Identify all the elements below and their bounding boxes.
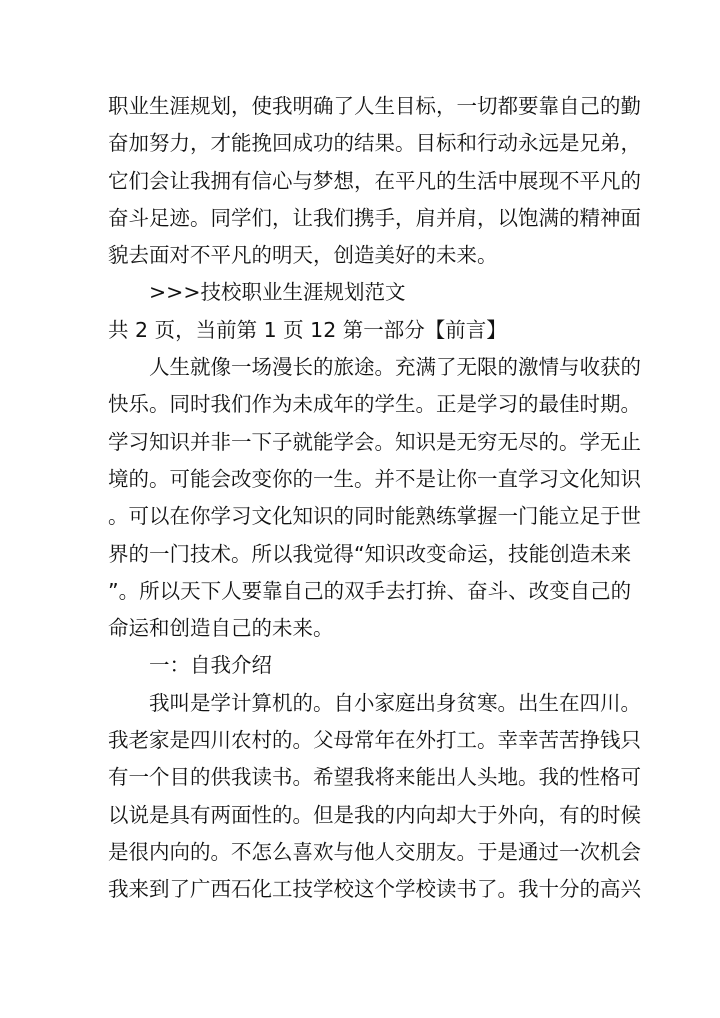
paragraph-line: 奋斗足迹。同学们，让我们携手，肩并肩，以饱满的精神面 [108,205,641,230]
paragraph-line: 。可以在你学习文化知识的同时能熟练掌握一门能立足于世 [108,504,641,529]
paragraph-line: 境的。可能会改变你的一生。并不是让你一直学习文化知识 [108,466,641,491]
paragraph-line: 我来到了广西石化工技学校这个学校读书了。我十分的高兴 [108,877,641,902]
paragraph-line: 学习知识并非一下子就能学会。知识是无穷无尽的。学无止 [108,429,641,454]
paragraph-line: 有一个目的供我读书。希望我将来能出人头地。我的性格可 [108,765,641,790]
paragraph-line: 快乐。同时我们作为未成年的学生。正是学习的最佳时期。 [108,392,641,417]
paragraph-line: 命运和创造自己的未来。 [108,616,334,641]
intro-paragraph [108,88,641,274]
paragraph-line: 它们会让我拥有信心与梦想，在平凡的生活中展现不平凡的 [108,168,641,193]
paragraph-line: ”。所以天下人要靠自己的双手去打拚、奋斗、改变自己的 [108,578,632,603]
page-info: 共 2 页，当前第 1 页 12 第一部分【前言】 [108,317,507,342]
paragraph-line: 是很内向的。不怎么喜欢与他人交朋友。于是通过一次机会 [108,839,641,864]
self-intro-paragraph [108,685,641,909]
section-heading: 一：自我介绍 [149,653,272,678]
link-heading: >>>技校职业生涯规划范文 [149,280,406,305]
document-body [108,88,641,909]
preface-paragraph [108,349,641,647]
paragraph-line: 奋加努力，才能挽回成功的结果。目标和行动永远是兄弟， [108,131,641,156]
paragraph-line: 界的一门技术。所以我觉得“知识改变命运，技能创造未来 [108,541,632,566]
paragraph-line: 我老家是四川农村的。父母常年在外打工。幸幸苦苦挣钱只 [108,728,641,753]
paragraph-line: 人生就像一场漫长的旅途。充满了无限的激情与收获的 [149,355,641,380]
paragraph-line: 以说是具有两面性的。但是我的内向却大于外向，有的时候 [108,802,641,827]
paragraph-line: 职业生涯规划，使我明确了人生目标，一切都要靠自己的勤 [108,94,641,118]
paragraph-line: 貌去面对不平凡的明天，创造美好的未来。 [108,243,498,268]
paragraph-line: 我叫是学计算机的。自小家庭出身贫寒。出生在四川。 [149,690,641,715]
